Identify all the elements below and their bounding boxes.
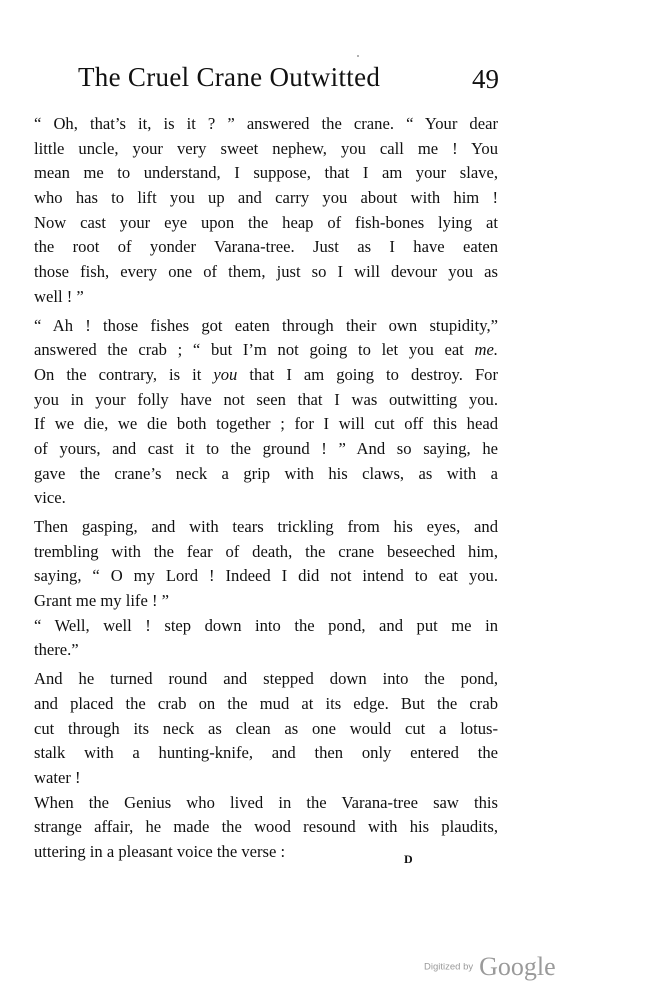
text-line: On the contrary, is it you that I am going to destroy. For — [34, 364, 498, 384]
running-title: The Cruel Crane Outwitted — [78, 62, 381, 92]
text-line: trembling with the fear of death, the crane beseeched him, — [34, 541, 498, 561]
text-line: and placed the crab on the mud at its edge. But the crab — [34, 693, 498, 713]
page-header — [78, 62, 499, 102]
text-line: If we die, we die both together ; for I will cut off this head — [34, 414, 498, 434]
emphasis-word: you — [213, 364, 238, 384]
text-line: “ Well, well ! step down into the pond, and put me in — [34, 615, 498, 635]
watermark-prefix: Digitized by — [424, 961, 474, 973]
text-line: “ Oh, that’s it, is it ? ” answered the crane. “ Your dear — [34, 114, 498, 133]
text-line: of yours, and cast it to the ground ! ” And so saying, he — [34, 438, 498, 458]
text-line: cut through its neck as clean as one would cut a lotus- — [34, 718, 498, 738]
paper-speck — [357, 55, 359, 57]
text-line: you in your folly have not seen that I was outwitting you. — [34, 389, 498, 409]
text-line: there.” — [34, 640, 79, 660]
page-number: 49 — [472, 64, 499, 94]
text-line: who has to lift you up and carry you about with him ! — [34, 188, 498, 208]
text-line: saying, “ O my Lord ! Indeed I did not intend to eat you. — [34, 566, 498, 586]
text-line: “ Ah ! those fishes got eaten through their own stupidity,” — [34, 315, 498, 335]
signature-mark: D — [404, 852, 414, 866]
text-line: mean me to understand, I suppose, that I am your slave, — [34, 163, 498, 183]
text-line: little uncle, your very sweet nephew, you call me ! You — [34, 138, 498, 158]
text-line: uttering in a pleasant voice the verse : — [34, 841, 286, 861]
text-line: those fish, every one of them, just so I will devour you as — [34, 262, 498, 282]
emphasis-word: me. — [474, 340, 498, 360]
text-line: water ! — [34, 767, 81, 787]
body-text — [34, 112, 498, 865]
text-line: Grant me my life ! ” — [34, 591, 170, 611]
text-line: Then gasping, and with tears trickling from his eyes, and — [34, 517, 498, 536]
text-line: When the Genius who lived in the Varana-tree saw this — [34, 792, 498, 812]
text-line: strange affair, he made the wood resound with his plaudits, — [34, 817, 498, 837]
text-line: vice. — [34, 488, 66, 508]
watermark-brand: Google — [479, 952, 556, 981]
text-line: gave the crane’s neck a grip with his claws, as with a — [34, 463, 498, 483]
text-line: stalk with a hunting-knife, and then only entered the — [34, 743, 498, 763]
digitized-watermark — [424, 952, 556, 982]
text-line: the root of yonder Varana-tree. Just as I have eaten — [34, 237, 498, 257]
text-line: answered the crab ; “ but I’m not going to let you eat me. — [34, 340, 498, 360]
text-line: Now cast your eye upon the heap of fish-bones lying at — [34, 212, 498, 232]
text-line: well ! ” — [34, 286, 84, 306]
text-line: And he turned round and stepped down into the pond, — [34, 669, 498, 689]
